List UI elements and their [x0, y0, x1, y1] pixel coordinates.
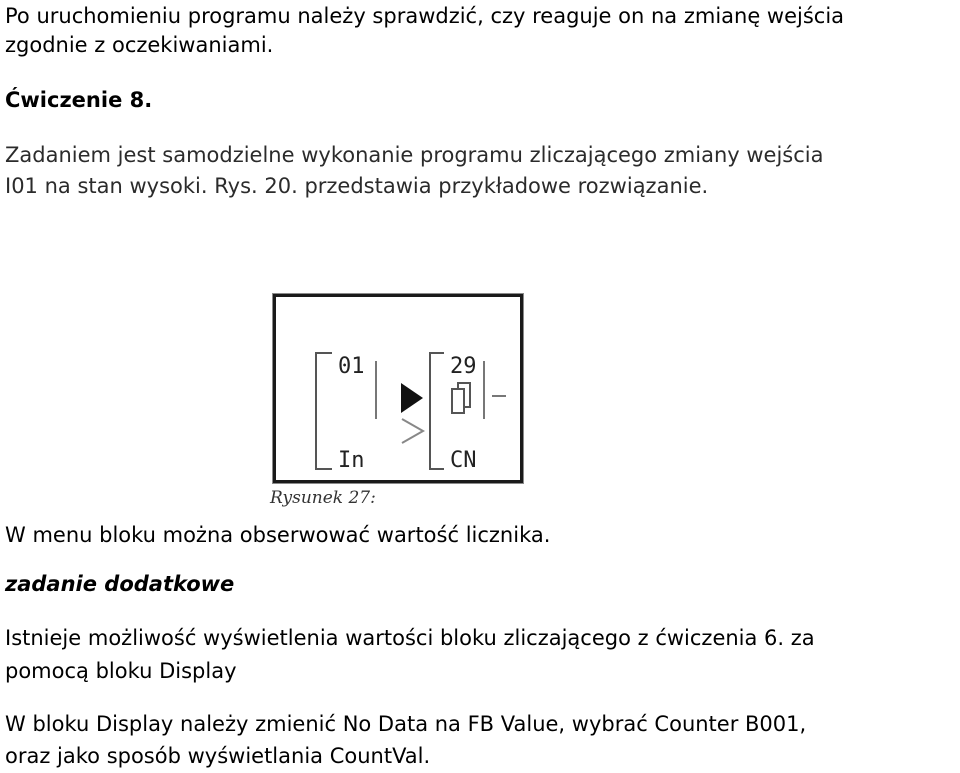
intro-line-2: zgodnie z oczekiwaniami. [5, 33, 274, 57]
task-line-1: Zadaniem jest samodzielne wykonanie programu zliczającego zmiany wejścia [5, 143, 824, 167]
extra-line-1: Istnieje możliwość wyświetlenia wartości bloku zliczającego z ćwiczenia 6. za [5, 626, 815, 650]
input-label: In [338, 448, 365, 473]
play-arrow-icon [401, 383, 423, 413]
block-number: 29 [450, 354, 477, 379]
extra-line-2: pomocą bloku Display [5, 659, 237, 683]
exercise-heading: Ćwiczenie 8. [5, 88, 153, 112]
input-bracket [316, 353, 332, 469]
counter-block-figure [273, 294, 523, 483]
input-number: 01 [338, 354, 365, 379]
block-bracket [430, 353, 444, 469]
intro-line-1: Po uruchomieniu programu należy sprawdzić, czy reaguje on na zmianę wejścia [5, 4, 845, 28]
menu-note: W menu bloku można obserwować wartość licznika. [5, 523, 551, 547]
block-label: CN [450, 448, 477, 473]
display-line-1: W bloku Display należy zmienić No Data na FB Value, wybrać Counter B001, [5, 712, 807, 736]
extra-task-heading: zadanie dodatkowe [5, 572, 235, 596]
counter-icon-front [452, 389, 464, 413]
counter-block-diagram [276, 297, 520, 480]
display-line-2: oraz jako sposób wyświetlania CountVal. [5, 744, 431, 768]
figure-caption: Rysunek 27: [270, 488, 376, 508]
task-line-2: I01 na stan wysoki. Rys. 20. przedstawia przykładowe rozwiązanie. [5, 174, 709, 198]
chevron-right-icon [402, 419, 423, 443]
